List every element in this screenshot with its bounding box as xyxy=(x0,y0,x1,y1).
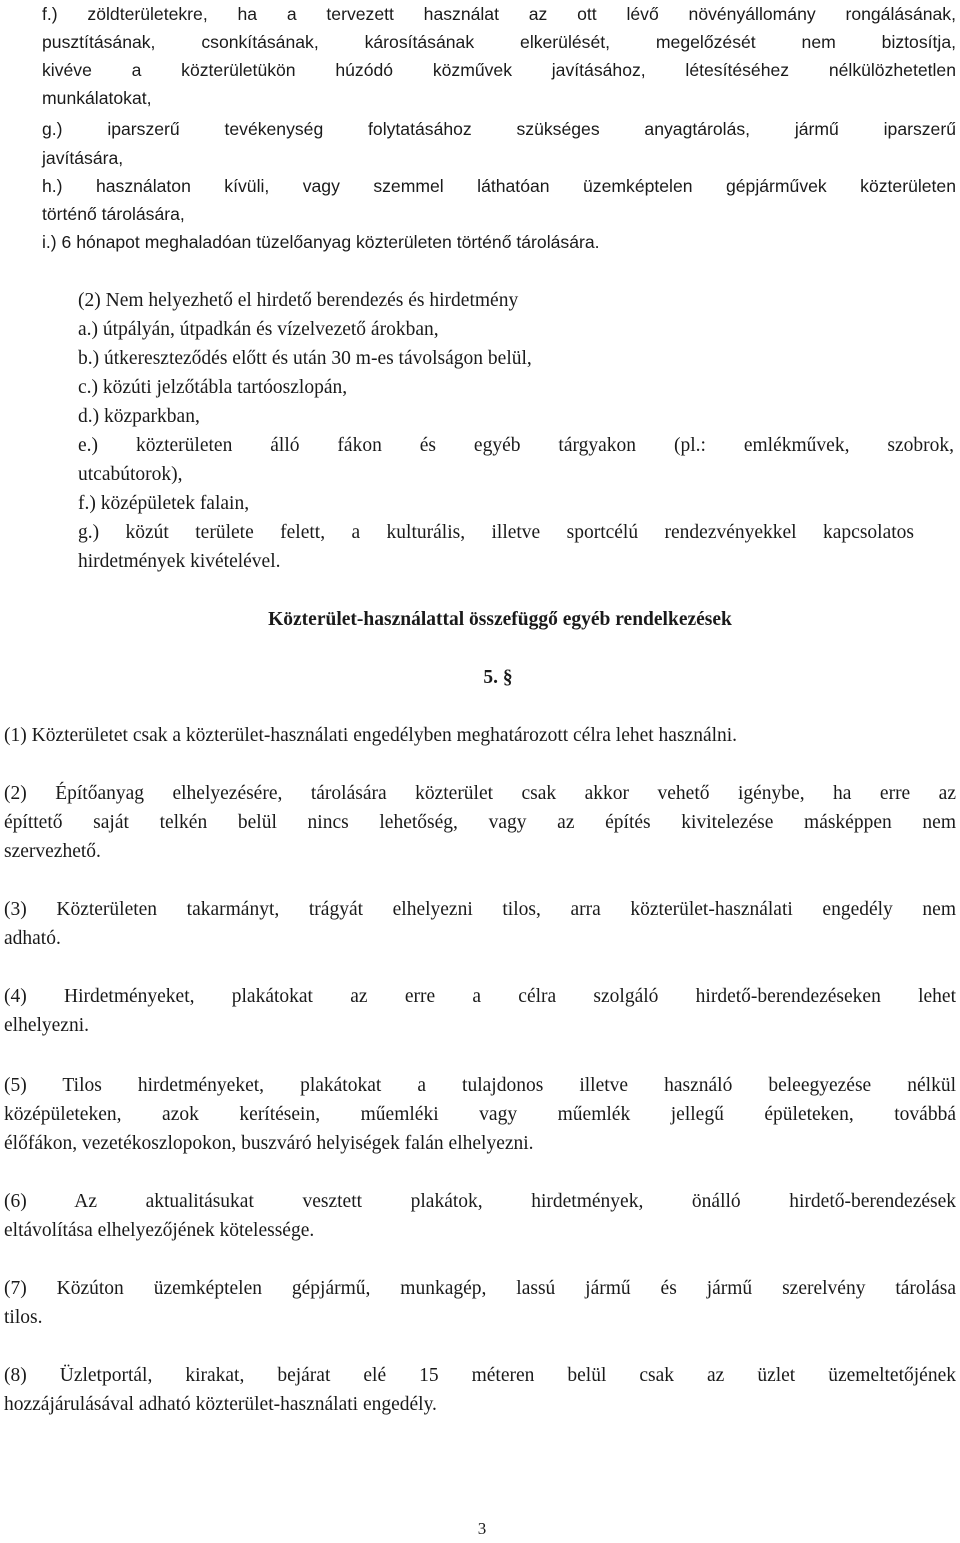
list-item-f-line-3: kivéve a közterületükön húzódó közművek javításához, létesítéséhez nélkülözhetetlen xyxy=(42,60,956,80)
paragraph-8-line-1: (8) Üzletportál, kirakat, bejárat elé 15 méteren belül csak az üzlet üzemeltetőjének xyxy=(4,1365,956,1386)
section-2-item-a: a.) útpályán, útpadkán és vízelvezető árokban, xyxy=(78,319,439,340)
paragraph-2-line-3: szervezhető. xyxy=(4,841,101,862)
section-2-item-e-line-1: e.) közterületen álló fákon és egyéb tárgyakon (pl.: emlékművek, szobrok, xyxy=(78,435,954,456)
list-item-f-line-2: pusztításának, csonkításának, károsításának elkerülését, megelőzését nem biztosítja, xyxy=(42,32,956,52)
paragraph-2-line-1: (2) Építőanyag elhelyezésére, tárolására közterület csak akkor vehető igénybe, ha erre az xyxy=(4,783,956,804)
section-heading: Közterület-használattal összefüggő egyéb rendelkezések xyxy=(268,609,732,630)
paragraph-5-line-2: középületeken, azok kerítésein, műemléki vagy műemlék jellegű épületeken, továbbá xyxy=(4,1104,956,1125)
list-item-g-line-2: javítására, xyxy=(42,148,124,168)
paragraph-8-line-2: hozzájárulásával adható közterület-használati engedély. xyxy=(4,1394,437,1415)
paragraph-2-line-2: építtető saját telkén belül nincs lehetőség, vagy az építés kivitelezése másképpen nem xyxy=(4,812,956,833)
paragraph-6-line-1: (6) Az aktualitásukat vesztett plakátok, hirdetmények, önálló hirdető-berendezések xyxy=(4,1191,956,1212)
list-item-f-line-4: munkálatokat, xyxy=(42,88,152,108)
paragraph-1: (1) Közterületet csak a közterület-használati engedélyben meghatározott célra lehet használni. xyxy=(4,725,738,746)
section-2-item-g-line-2: hirdetmények kivételével. xyxy=(78,551,281,572)
list-item-f-line-1: f.) zöldterületekre, ha a tervezett használat az ott lévő növényállomány rongálásának, xyxy=(42,4,956,24)
section-2-item-b: b.) útkereszteződés előtt és után 30 m-es távolságon belül, xyxy=(78,348,532,369)
paragraph-3-line-1: (3) Közterületen takarmányt, trágyát elhelyezni tilos, arra közterület-használati engedély nem xyxy=(4,899,956,920)
list-item-g-line-1: g.) iparszerű tevékenység folytatásához szükséges anyagtárolás, jármű iparszerű xyxy=(42,119,956,139)
paragraph-7-line-2: tilos. xyxy=(4,1307,43,1328)
paragraph-5-line-3: élőfákon, vezetékoszlopokon, buszváró helyiségek falán elhelyezni. xyxy=(4,1133,534,1154)
section-2-item-e-line-2: utcabútorok), xyxy=(78,464,183,485)
section-2-intro: (2) Nem helyezhető el hirdető berendezés és hirdetmény xyxy=(78,290,519,311)
paragraph-4-line-1: (4) Hirdetményeket, plakátokat az erre a célra szolgáló hirdető-berendezéseken lehet xyxy=(4,986,956,1007)
section-number: 5. § xyxy=(483,667,513,688)
section-2-item-f: f.) középületek falain, xyxy=(78,493,250,514)
list-item-h-line-2: történő tárolására, xyxy=(42,204,185,224)
section-2-item-d: d.) közparkban, xyxy=(78,406,200,427)
paragraph-3-line-2: adható. xyxy=(4,928,61,949)
paragraph-4-line-2: elhelyezni. xyxy=(4,1015,89,1036)
section-2-item-g-line-1: g.) közút területe felett, a kulturális, illetve sportcélú rendezvényekkel kapcsolatos xyxy=(78,522,914,543)
paragraph-7-line-1: (7) Közúton üzemképtelen gépjármű, munkagép, lassú jármű és jármű szerelvény tárolása xyxy=(4,1278,956,1299)
page-number: 3 xyxy=(477,1519,487,1538)
paragraph-6-line-2: eltávolítása elhelyezőjének kötelessége. xyxy=(4,1220,315,1241)
list-item-i: i.) 6 hónapot meghaladóan tüzelőanyag közterületen történő tárolására. xyxy=(42,232,600,252)
paragraph-5-line-1: (5) Tilos hirdetményeket, plakátokat a tulajdonos illetve használó beleegyezése nélkül xyxy=(4,1075,956,1096)
section-2-item-c: c.) közúti jelzőtábla tartóoszlopán, xyxy=(78,377,348,398)
list-item-h-line-1: h.) használaton kívüli, vagy szemmel láthatóan üzemképtelen gépjárművek közterületen xyxy=(42,176,956,196)
